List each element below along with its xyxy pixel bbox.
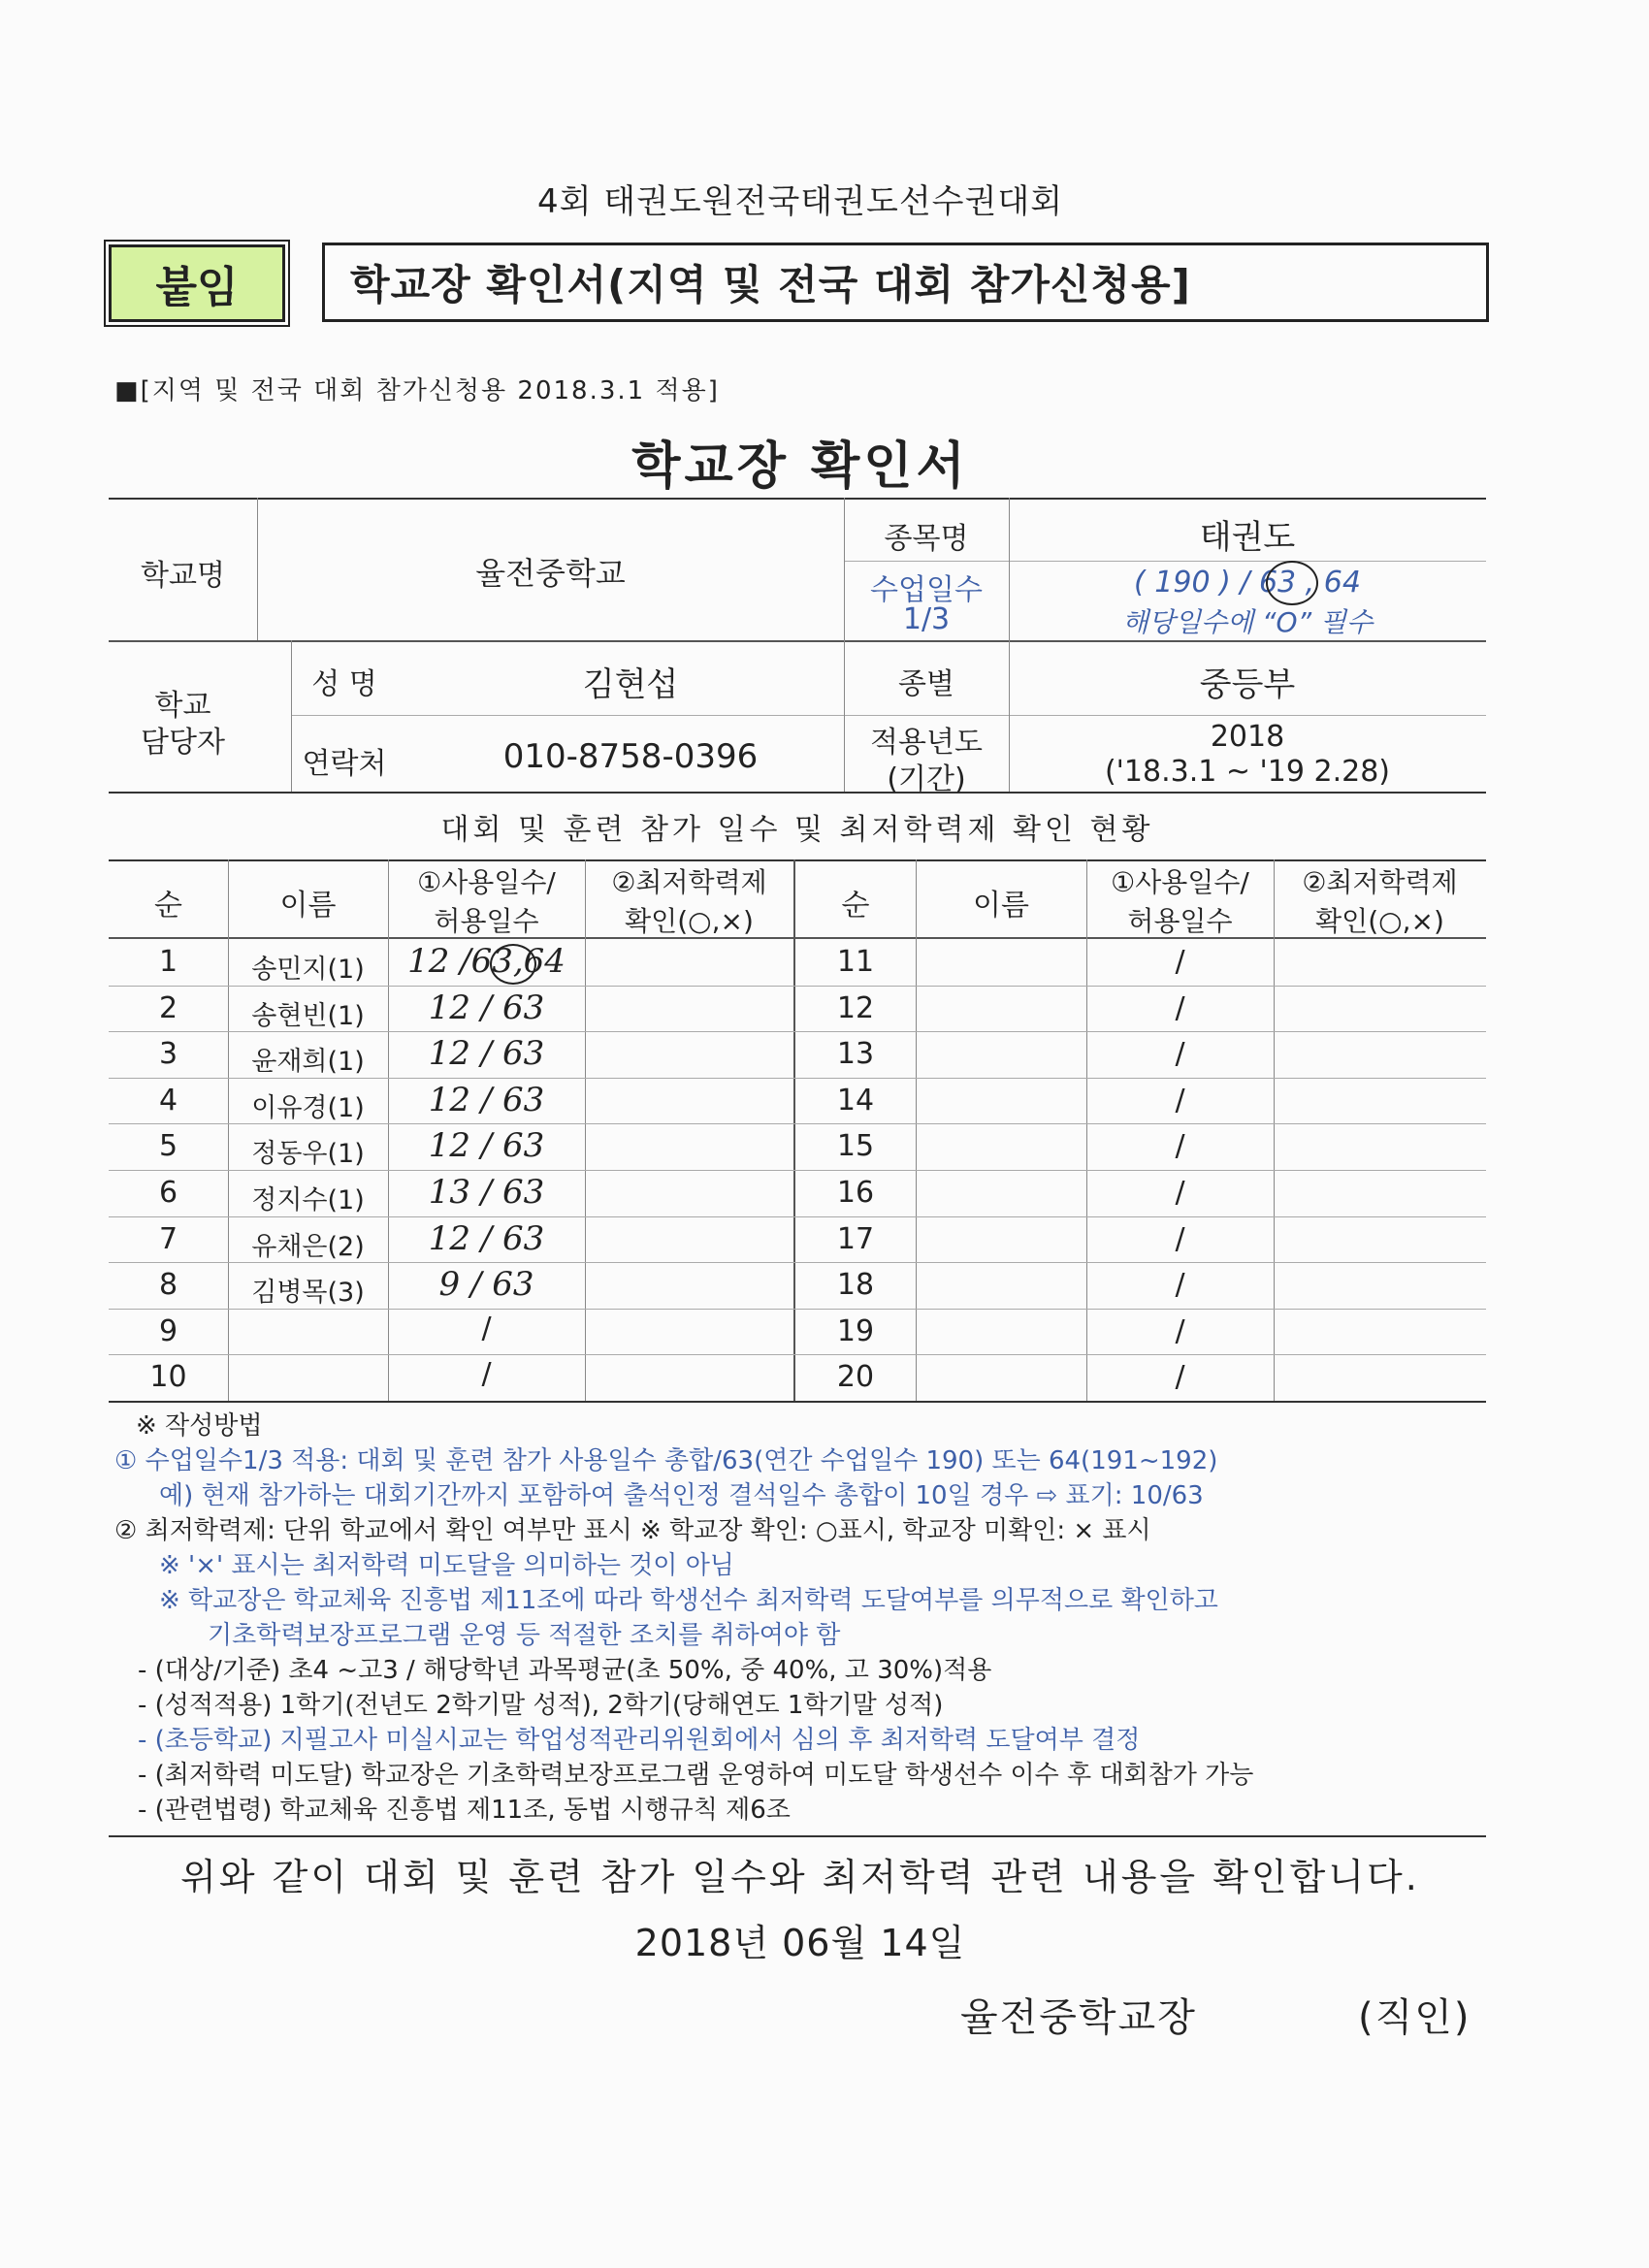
row-no: 17	[836, 1222, 875, 1256]
row-days: /	[1175, 1084, 1185, 1118]
header-days-1-right: ①사용일수/	[1111, 866, 1249, 898]
row-days: 9 / 63	[438, 1265, 534, 1304]
row-no: 19	[836, 1314, 875, 1348]
row-divider	[109, 1078, 1486, 1079]
row-days: 13 / 63	[428, 1173, 545, 1212]
row-name: 송민지(1)	[251, 955, 365, 985]
detail-1: - (대상/기준) 초4 ~고3 / 해당학년 과목평균(초 50%, 중 40%, 고 30%)적용	[138, 1656, 992, 1685]
school-name: 율전중학교	[475, 555, 626, 592]
row-days: 12 /63,64	[407, 942, 566, 981]
header-days-1-left: ①사용일수/	[417, 866, 556, 898]
row-days: /	[481, 1357, 492, 1391]
doc-title: 학교장 확인서	[631, 437, 969, 496]
row-days: /	[1175, 1222, 1185, 1256]
row-no: 8	[158, 1268, 178, 1302]
row-no: 9	[158, 1314, 178, 1348]
row-days: /	[1175, 1314, 1185, 1348]
attachment-label: 붙임	[109, 244, 285, 322]
note-4b: 기초학력보장프로그램 운영 등 적절한 조치를 취하여야 함	[208, 1621, 841, 1650]
category-label: 종별	[898, 667, 954, 701]
header-days-2-left: 허용일수	[434, 905, 539, 937]
note-1a: ① 수업일수1/3 적용: 대회 및 훈련 참가 사용일수 총합/63(연간 수업일수 190) 또는 64(191~192)	[114, 1446, 1218, 1475]
row-no: 18	[836, 1268, 875, 1302]
row-days: /	[1175, 1176, 1185, 1210]
school-label: 학교명	[141, 559, 225, 593]
row-divider	[109, 1354, 1486, 1355]
year-label-1: 적용년도	[870, 726, 983, 760]
row-no: 1	[158, 945, 178, 979]
notes-heading: ※ 작성방법	[136, 1411, 263, 1441]
period-value: ('18.3.1 ~ '19 2.28)	[1104, 755, 1391, 789]
row-no: 3	[158, 1037, 178, 1071]
header-name-right: 이름	[973, 889, 1029, 923]
contact-label: 연락처	[302, 747, 387, 781]
row-days: /	[1175, 1129, 1185, 1163]
row-no: 11	[836, 945, 875, 979]
year-value: 2018	[1210, 720, 1285, 754]
row-name: 정동우(1)	[251, 1139, 365, 1169]
row-no: 7	[158, 1222, 178, 1256]
header-title: 학교장 확인서(지역 및 전국 대회 참가신청용]	[322, 243, 1489, 322]
row-no: 2	[158, 991, 178, 1025]
header-check-1-left: ②최저학력제	[611, 866, 767, 898]
date-text: 2018년 06월 14일	[634, 1922, 966, 1964]
row-no: 6	[158, 1176, 178, 1210]
days-label-1: 수업일수	[870, 573, 983, 607]
row-days: 12 / 63	[428, 1219, 545, 1258]
row-name: 이유경(1)	[251, 1093, 365, 1123]
row-divider	[109, 1216, 1486, 1217]
row-days: 12 / 63	[428, 988, 545, 1027]
header-check-1-right: ②최저학력제	[1302, 866, 1458, 898]
instructions	[114, 1409, 1511, 1828]
row-no: 13	[836, 1037, 875, 1071]
section-title: 대회 및 훈련 참가 일수 및 최저학력제 확인 현황	[440, 813, 1154, 847]
days-note: 해당일수에 “O” 필수	[1121, 606, 1374, 638]
row-divider	[109, 1170, 1486, 1171]
row-days: /	[1175, 1037, 1185, 1071]
manager-label-1: 학교	[154, 689, 211, 723]
name-label: 성 명	[311, 667, 377, 701]
row-no: 4	[158, 1084, 178, 1118]
header-days-2-right: 허용일수	[1127, 905, 1233, 937]
row-no: 14	[836, 1084, 875, 1118]
note-2: ② 최저학력제: 단위 학교에서 확인 여부만 표시 ※ 학교장 확인: ○표시, 학교장 미확인: × 표시	[114, 1516, 1151, 1545]
note-4a: ※ 학교장은 학교체육 진흥법 제11조에 따라 학생선수 최저학력 도달여부를 의무적으로 확인하고	[159, 1586, 1218, 1615]
manager-label-2: 담당자	[141, 726, 225, 760]
row-name: 송현빈(1)	[251, 1001, 365, 1031]
principal-text: 율전중학교장	[960, 1995, 1197, 2040]
name-value: 김현섭	[582, 665, 679, 704]
sport-value: 태권도	[1199, 518, 1296, 557]
row-days: /	[1175, 1268, 1185, 1302]
detail-2: - (성적적용) 1학기(전년도 2학기말 성적), 2학기(당해연도 1학기말 성적)	[138, 1691, 944, 1720]
confirm-text: 위와 같이 대회 및 훈련 참가 일수와 최저학력 관련 내용을 확인합니다.	[180, 1856, 1420, 1898]
header-check-2-left: 확인(○,×)	[625, 905, 754, 937]
days-value: ( 190 ) / 63 , 64	[1134, 566, 1361, 599]
row-name: 김병목(3)	[251, 1278, 365, 1308]
row-days: 12 / 63	[428, 1081, 545, 1119]
days-label-2: 1/3	[902, 602, 951, 636]
category-value: 중등부	[1199, 665, 1296, 704]
row-days: 12 / 63	[428, 1034, 545, 1073]
year-label-2: (기간)	[887, 762, 966, 796]
header-name-left: 이름	[279, 889, 337, 923]
row-divider	[109, 986, 1486, 987]
note-3: ※ '×' 표시는 최저학력 미도달을 의미하는 것이 아님	[159, 1551, 734, 1580]
row-no: 12	[836, 991, 875, 1025]
row-no: 5	[158, 1129, 178, 1163]
row-name: 윤재희(1)	[251, 1047, 365, 1077]
header-check-2-right: 확인(○,×)	[1315, 905, 1444, 937]
contact-value: 010-8758-0396	[502, 737, 759, 776]
row-no: 15	[836, 1129, 875, 1163]
row-divider	[109, 1309, 1486, 1310]
row-no: 20	[836, 1360, 875, 1394]
detail-5: - (관련법령) 학교체육 진흥법 제11조, 동법 시행규칙 제6조	[138, 1796, 791, 1825]
row-no: 16	[836, 1176, 875, 1210]
header-no-right: 순	[841, 889, 870, 923]
row-days: /	[481, 1312, 492, 1345]
row-days: /	[1175, 945, 1185, 979]
event-title: 4회 태권도원전국태권도선수권대회	[536, 182, 1064, 221]
header-no-left: 순	[154, 889, 182, 923]
selected-days-circle	[1266, 561, 1318, 605]
row-days: /	[1175, 991, 1185, 1025]
row-name: 유채은(2)	[251, 1232, 365, 1262]
row-days: /	[1175, 1360, 1185, 1394]
row-no: 10	[149, 1360, 187, 1394]
sub-note: ■[지역 및 전국 대회 참가신청용 2018.3.1 적용]	[114, 376, 720, 405]
detail-3: - (초등학교) 지필고사 미실시교는 학업성적관리위원회에서 심의 후 최저학력 도달여부 결정	[138, 1726, 1141, 1755]
detail-4: - (최저학력 미도달) 학교장은 기초학력보장프로그램 운영하여 미도달 학생선수 이수 후 대회참가 가능	[138, 1761, 1254, 1790]
sport-label: 종목명	[884, 522, 969, 556]
row-name: 정지수(1)	[251, 1185, 365, 1215]
row-days: 12 / 63	[428, 1126, 545, 1165]
seal-text: (직인)	[1358, 1995, 1471, 2040]
note-1b: 예) 현재 참가하는 대회기간까지 포함하여 출석인정 결석일수 총합이 10일 경우 ⇨ 표기: 10/63	[159, 1481, 1204, 1510]
